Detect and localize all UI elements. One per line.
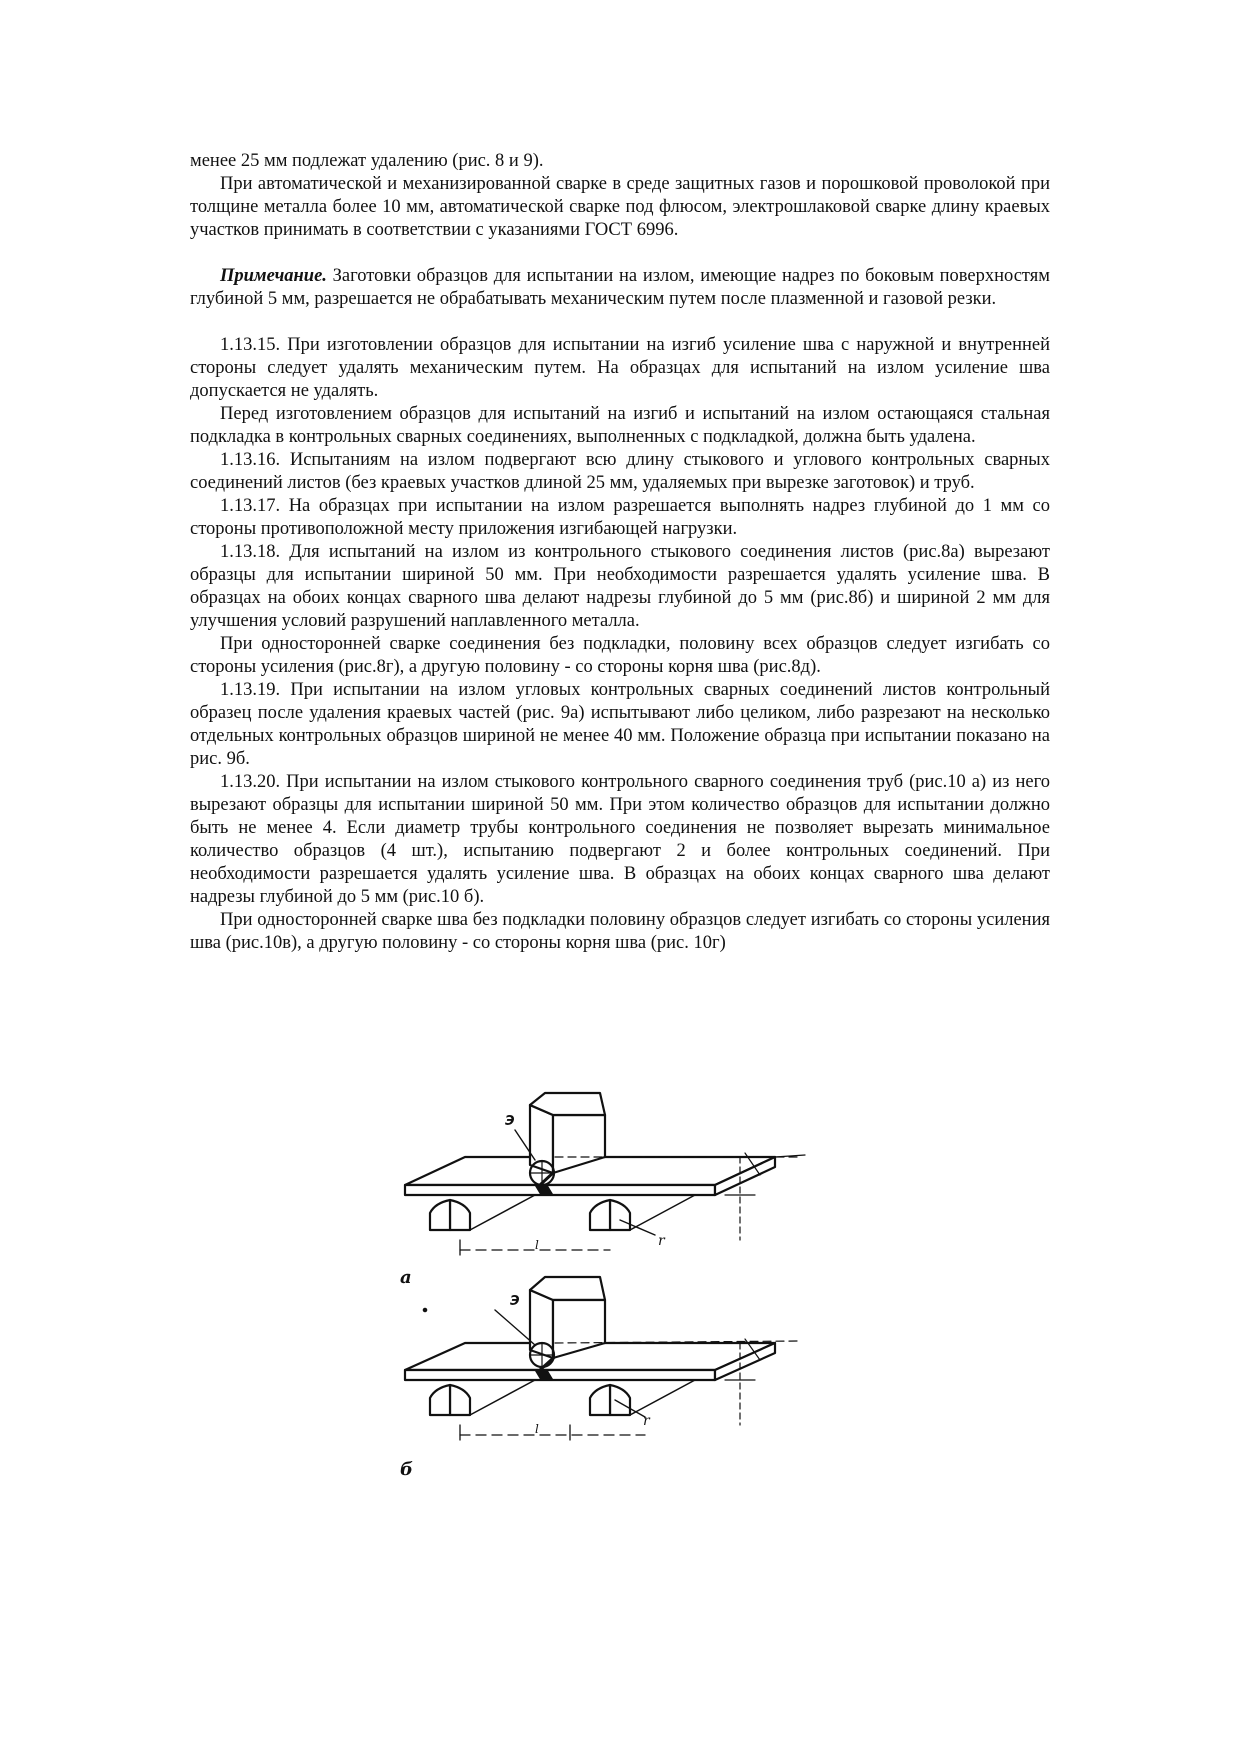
paragraph: Перед изготовлением образцов для испытаний на изгиб и испытаний на излом остающаяся стальная подкладка в контрольных сварных соединениях, выполненных с подкладкой, должна быть удалена. xyxy=(190,404,1050,447)
note-text: Заготовки образцов для испытании на излом, имеющие надрез по боковым поверхностям глубиной 5 мм, разрешается не обрабатывать механическим путем после плазменной и газовой резки. xyxy=(190,266,1050,309)
paragraph: 1.13.15. При изготовлении образцов для испытании на изгиб усиление шва с наружной и внутренней стороны следует удалять механическим путем. На образцах для испытаний на излом усиление шва допускается не удалять. xyxy=(190,335,1050,401)
mark-l-a: l xyxy=(535,1238,539,1252)
note-label: Примечание. xyxy=(220,266,327,286)
mark-r-b: r xyxy=(643,1413,650,1429)
mark-top-a: Э xyxy=(505,1114,515,1129)
mark-r-a: r xyxy=(658,1233,665,1249)
mark-l-b: l xyxy=(535,1422,539,1436)
paragraph: 1.13.16. Испытаниям на излом подвергают всю длину стыкового и углового контрольных сварных соединений листов (без краевых участков длиной 25 мм, удаляемых при вырезке заготовок) и труб. xyxy=(190,450,1050,493)
paragraph: 1.13.19. При испытании на излом угловых контрольных сварных соединений листов контрольный образец после удаления краевых частей (рис. 9а) испытывают либо целиком, либо разрезают на несколько отдельных контрольных образцов шириной не менее 40 мм. Положение образца при испытании показано на рис. 9б. xyxy=(190,680,1050,769)
figure-label-b: б xyxy=(400,1459,413,1480)
bend-test-figure xyxy=(395,1055,885,1485)
paragraph: 1.13.17. На образцах при испытании на излом разрешается выполнять надрез глубиной до 1 мм со стороны противоположной месту приложения изгибающей нагрузки. xyxy=(190,496,1050,539)
document-body xyxy=(190,150,1050,955)
paragraph: При автоматической и механизированной сварке в среде защитных газов и порошковой проволокой при толщине металла более 10 мм, автоматической сварке под флюсом, электрошлаковой сварке длину краевых участков принимать в соответствии с указаниями ГОСТ 6996. xyxy=(190,174,1050,240)
paragraph: При односторонней сварке соединения без подкладки, половину всех образцов следует изгибать со стороны усиления (рис.8г), а другую половину - со стороны корня шва (рис.8д). xyxy=(190,634,1050,677)
paragraph: При односторонней сварке шва без подкладки половину образцов следует изгибать со стороны усиления шва (рис.10в), а другую половину - со стороны корня шва (рис. 10г) xyxy=(190,910,1050,953)
diagram-b xyxy=(405,1277,800,1440)
paragraph: 1.13.20. При испытании на излом стыкового контрольного сварного соединения труб (рис.10 а) из него вырезают образцы для испытании шириной 50 мм. При этом количество образцов для испытании должно быть не менее 4. Если диаметр трубы контрольного соединения не позволяет вырезать минимальное количество образцов (4 шт.), испытанию подвергают 2 и более контрольных соединений. При необходимости разрешается удалять усиление шва. В образцах на обоих концах сварного шва делают надрезы глубиной до 5 мм (рис.10 б). xyxy=(190,772,1050,907)
figure-label-a: а xyxy=(400,1267,412,1288)
paragraph: менее 25 мм подлежат удалению (рис. 8 и 9). xyxy=(190,151,544,171)
diagram-a xyxy=(405,1093,805,1255)
mark-top-b: Э xyxy=(510,1294,520,1309)
note-paragraph xyxy=(190,265,1050,311)
paragraph: 1.13.18. Для испытаний на излом из контрольного стыкового соединения листов (рис.8а) вырезают образцы для испытании шириной 50 мм. При необходимости разрешается удалять усиление шва. В образцах на обоих концах сварного шва делают надрезы глубиной до 5 мм (рис.8б) и шириной 2 мм для улучшения условий разрушений наплавленного металла. xyxy=(190,542,1050,631)
